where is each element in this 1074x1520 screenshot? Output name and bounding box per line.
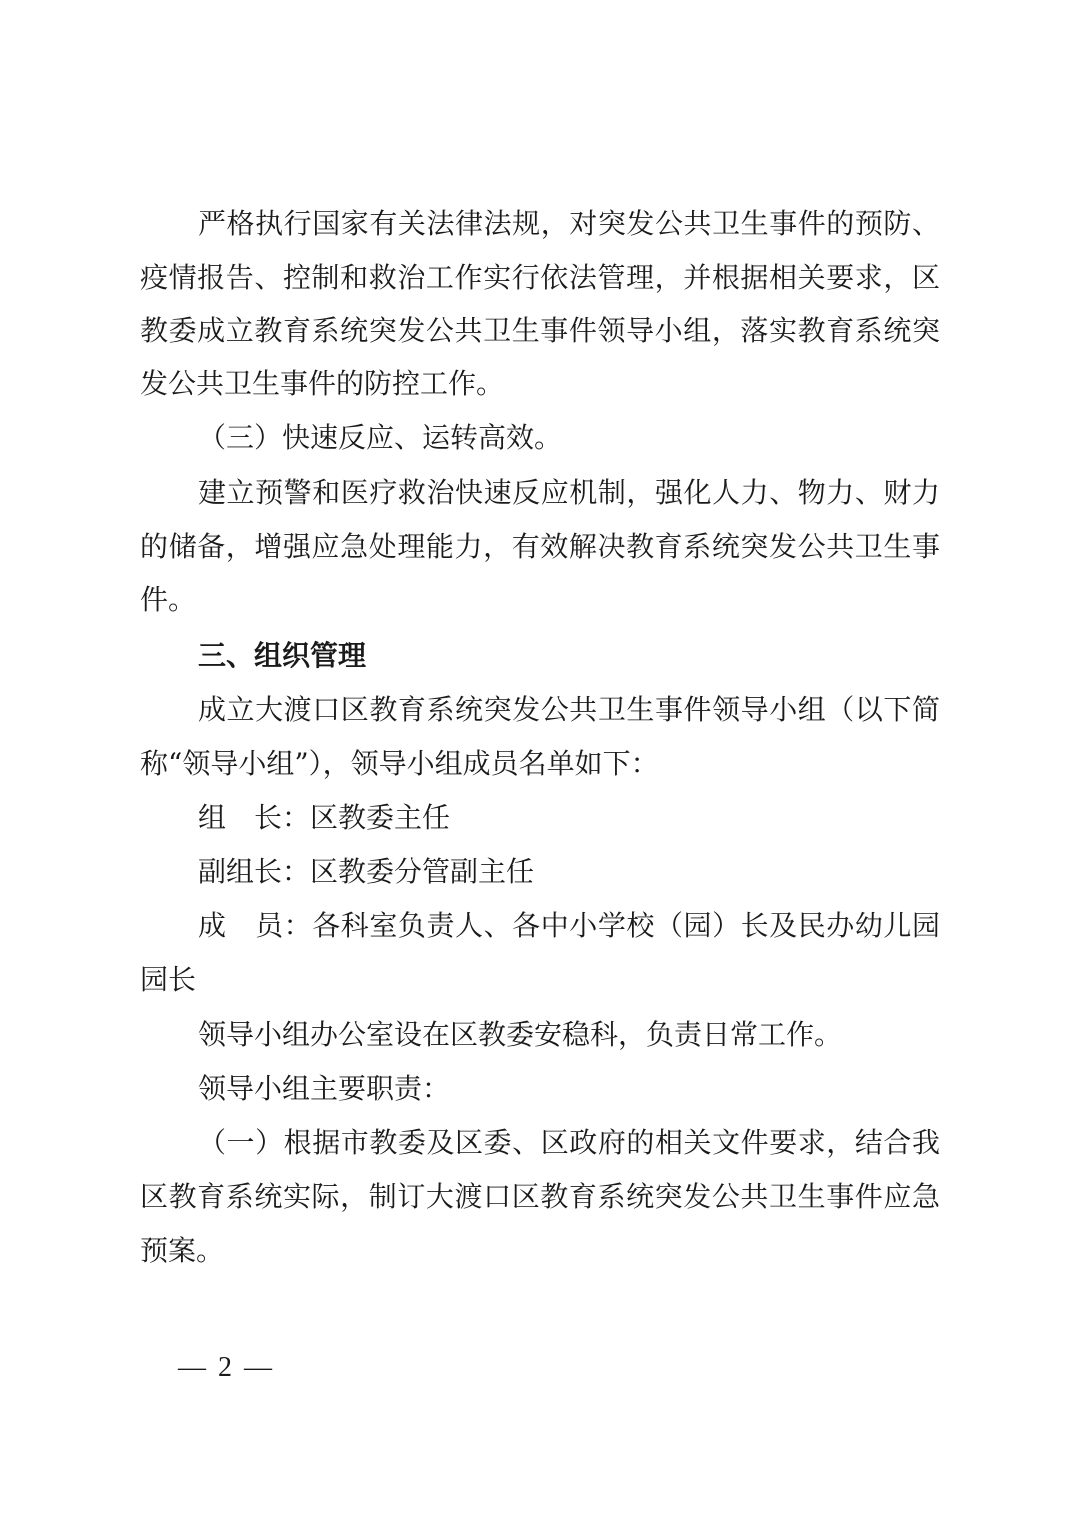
subsection-heading: （三）快速反应、运转高效。 — [198, 421, 563, 454]
paragraph-line: 成立大渡口区教育系统突发公共卫生事件领导小组（以下简 — [198, 693, 940, 726]
footer-dash-left: — — [178, 1352, 206, 1383]
paragraph-line: （一）根据市教委及区委、区政府的相关文件要求，结合我 — [198, 1126, 940, 1159]
paragraph-line: 区教育系统实际，制订大渡口区教育系统突发公共卫生事件应急 — [140, 1180, 940, 1213]
paragraph-line: 严格执行国家有关法律法规，对突发公共卫生事件的预防、 — [198, 207, 940, 240]
paragraph-line: 园长 — [140, 963, 197, 996]
member-deputy-leader: 副组长：区教委分管副主任 — [198, 855, 535, 888]
page-footer — [178, 1348, 272, 1388]
paragraph-line: 建立预警和医疗救治快速反应机制，强化人力、物力、财力 — [198, 476, 940, 509]
paragraph-line: 领导小组主要职责： — [198, 1072, 451, 1105]
paragraph-line: 教委成立教育系统突发公共卫生事件领导小组，落实教育系统突 — [140, 314, 940, 347]
member-members: 成 员：各科室负责人、各中小学校（园）长及民办幼儿园 — [198, 909, 940, 942]
paragraph-line: 称“领导小组”），领导小组成员名单如下： — [140, 747, 659, 780]
paragraph-line: 件。 — [140, 583, 197, 616]
paragraph-line: 疫情报告、控制和救治工作实行依法管理，并根据相关要求，区 — [140, 261, 940, 294]
paragraph-line: 的储备，增强应急处理能力，有效解决教育系统突发公共卫生事 — [140, 530, 940, 563]
section-heading: 三、组织管理 — [198, 639, 367, 672]
page-number: 2 — [218, 1352, 232, 1383]
paragraph-line: 预案。 — [140, 1234, 225, 1267]
member-group-leader: 组 长：区教委主任 — [198, 801, 451, 834]
footer-dash-right: — — [244, 1352, 272, 1383]
paragraph-line: 发公共卫生事件的防控工作。 — [140, 367, 505, 400]
paragraph-line: 领导小组办公室设在区教委安稳科，负责日常工作。 — [198, 1018, 843, 1051]
